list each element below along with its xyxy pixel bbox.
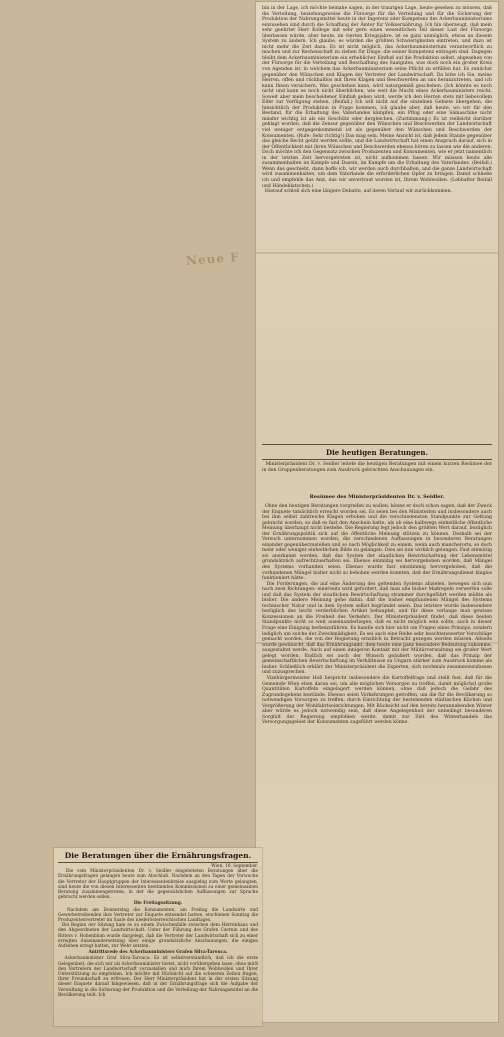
sub-heading: Die Freitagssitzung.: [133, 901, 183, 907]
sub-heading: Antrittsrede des Ackerbauministers Grafen Silva-Tarouca.: [88, 950, 228, 956]
faded-stamp: Neue F: [185, 250, 241, 268]
divider: [262, 459, 492, 460]
dateline: Wien, 10. September.: [211, 864, 258, 869]
right-newspaper-clipping: [256, 2, 498, 1022]
paragraph: Ministerpräsident Dr. v. Seidler leitete die heutigen Beratungen mit einem kurzen Resümee der in den Gruppenberatungen zum Ausdruck gebrachten Anschauungen ein.: [262, 462, 492, 473]
paragraph: Ohne den heutigen Beratungen vorgreifen zu wollen, könne er doch schon sagen, daß der Zweck der Enquete tatsächlich erreicht worden sei. Es seien bei den Ministerien und insbesondere auch bei ihm selbst zahlreiche Klagen erhoben und die verschiedensten Standpunkte zur Geltung gebracht worden, so daß es fast den Anschein hatte, als ob eine halbwegs einheitliche öffentliche Meinung überhaupt nicht bestehe. Die Regierung legt jedoch den größten Wert darauf, bezüglich der Ernährungspolitik sich auf die öffentliche Meinung stützen zu können. Deshalb sei der Versuch unternommen worden, die verschiedenen Auffassungen in besonderen Beratungen einander gegenüberzustellen und so nach Möglichkeit zu einem, wenn auch mancherorts, so doch mehr oder weniger einheitlichen Bilde zu gelangen. Dies sei nun wirklich gelungen. Fast einmütig sei anerkannt worden, daß das System der staatlichen Bewirtschaftung der Lebensmittel grundsätzlich aufrechtzuerhalten sei. Ebenso einmütig sei hervorgehoben worden, daß Mängel des Systems vorhanden seien. Ebenso wurde fast einstimmig hervorgehoben, daß die vorhandenen Mängel bisher nicht so behoben werden konnten, daß der Ernährungsdienst klaglos funktioniert hätte.: [262, 504, 493, 582]
section-heading: Die heutigen Beratungen.: [326, 448, 428, 457]
paragraph: Vizebürgermeister Hoß bespricht insbesondere die Kartoffelfrage und stellt fest, daß für die Gemeinde Wien eben daran sei, um alle möglichen Vorsorgen zu treffen, damit möglichst große Quantitäten Kartoffeln eingelagert werden können, ohne daß jedoch die Gefahr des Zugrundegehens bestünde. Ebenso seien Vorkehrungen getroffen, um die für die Bevölkerung so notwendigen Vorsorgen zu treffen, durch Einrichtung der bestehenden städtischen Küchen und Vergrößerung der Wohlfahrtseinrichtungen. Mit Rücksicht auf den bereits herannahenden Winter aber würde es jedoch notwendig sein, daß diese Angelegenheit der unbedingt besonderen Sorgfalt der Regierung empfohlen werde, damit zur Zeit des Winterhandels das Versorgungsgebiet der Konsumenten zugeführt werden könne.: [262, 675, 492, 726]
paragraph: bin in der Lage, ich möchte beinahe sagen, in der traurigen Lage, heute gesehen zu müssen, daß die Verteilung, beziehungsweise die Fürsorge für die Verteilung und für die Sicherung der Produktion der Nahrungsmittel heute in der Ingerenz oder Kompetenz des Ackerbauministeriums einzusehen sind durch die Schaffung der Ämter für Volksernährung. Ich bin überzeugt, daß mein sehr geehrter Herr Kollege mit sehr gern einen wesentlichen Teil dieser Last der Fürsorge überlassen würde, aber heute, im vierten Kriegsjahre, ist es ganz unmöglich, etwas an diesem System zu ändern. Ich glaube, es würden die größten Schwierigkeiten eintreten, und dazu ist nicht mehr die Zeit dazu. Es ist nicht möglich, das Ackerbauministerium verantwortlich zu machen und zur Rechenschaft zu ziehen für Dinge, die seiner Kompetenz entzogen sind. Dagegen bleibt dem Ackerbauministerium ein erheblicher Einfluß auf die Produktion selbst, abgesehen von der Fürsorge für die Verteilung und Beschaffung des Saatgutes, was doch noch ein großer Kreis von Agenden ist, in welchem das Ackerbauministerium seine Pflicht zu erfüllen hat. Es zunächst gegenüber den Wünschen und Klagen der Vertreter der Landwirtschaft. Da bitte ich Sie, meine Herren, offen und rückhaltlos mit Ihren Klagen und Beschwerden an uns heranzutreten, und ich kann Ihnen versichern: Was geschehen kann, wird naturgemäß geschehen. (Ich könnte es noch nicht und kann es noch nicht überblicken, wie weit die Macht eines Ackerbauministers reicht. Soweit aber mein bescheidener Einfluß gehen wird, werde ich den Herren stets mit liebevollem Eifer zur Verfügung stehen. (Beifall.) Ich will nicht auf die einzelnen Gebiete übergehen, die hinsichtlich der Produktion in Frage kommen, ich glaube aber, daß heute, wo wir für den Bestand, für die Erhaltung des Vaterlandes kämpfen, ein Pflug oder eine Sämaschine nicht minder wichtig ist als ein Geschütz oder dergleichen. (Zustimmung.) Es ist vielleicht darüber geklagt worden, daß die Zensur gegenüber den Wünschen und Beschwerden der Landwirtschaft viel weniger entgegenkommend ist als gegenüber den Wünschen und Beschwerden der Konsumenten. (Rufe: Sehr richtig!) Das mag sein. Meine Ansicht ist, daß jedem Stande gegenüber das gleiche Recht geübt werden sollte, und die Landwirtschaft hat einen Anspruch darauf, sich in der Öffentlichkeit mit ihren Wünschen und Beschwerden ebenso hören zu lassen wie die anderen. Doch möchte ich den Gegensatz zwischen Produzenten und Konsumenten, wie er jetzt namentlich in der letzten Zeit hervorgetreten ist, nicht aufkommen lassen. Wir müssen heute alle zusammenhalten im Kampfe und Dasein, im Kampfe um die Erhaltung des Vaterlandes. (Beifall.) Wenn das geschieht, dann hoffe ich, wir werden auch durchhalten, und die ganze Landwirtschaft wird zusammenhalten, um dem Vaterlande die erforderlichen Opfer zu bringen. Damit schließe ich und empfehle das Amt, das wir anvertraut worden ist, Ihrem Wohlwollen. (Lebhafter Beifall und Händeklatschen.): [262, 6, 492, 189]
paragraph: Nachdem am Donnerstag die Konsumenten, am Freitag die Landwirte und Gewerbetreibenden ihre Vertreter zur Enquete entsendet hatten, erschienen Sonntag die Produzentenvertreter im Saale des niederösterreichischen Landtages.: [58, 907, 258, 924]
intro-paragraph: [262, 462, 492, 473]
paragraph: Die Forderungen, die auf eine Änderung des geltenden Systems abzielen, bewegen sich nun nach zwei Richtungen: einerseits wird gefordert, daß man alle bisher Maßregeln verwerfen solle und daß das System der staatlichen Bewirtschaftung strammer durchgeführt werden müßte als bisher. Die andere Meinung gehe dahin, daß die bisher empfundenen Mängel des Systems technischer Natur und in dem System selbst begründet seien. Das letztere wurde insbesondere bezüglich des leicht verderblichen Artikel behauptet, und für diese verlange man gewisse Konzessionen an die Freiheit des Verkehrs. Der Ministerpräsident findet, daß diese beiden Standpunkte nicht so weit auseinanderliegen, daß es nicht möglich sein sollte, auch in dieser Frage eine Einigung herbeizuführen. Es handle sich hier nicht um Fragen eines Prinzips, sondern lediglich um solche der Zweckmäßigkeit. Es sei auch eine Reihe sehr beachtenswerter Vorschläge gemacht worden, die von der Regierung ernstlich in Betracht gezogen werden müssen. Allseits wurde gewünscht, daß das Ernährungsamt, dem heute eine ganz besondere Bedeutung zukomme, ausgestaltet werde. Auch auf einen innigeren Kontakt mit der Militärverwaltung sei großer Wert gelegt worden. Endlich sei auch der Wunsch geäußert worden, daß das Prinzip der gemeinschaftlichen Bewirtschaftung im Verhältnisse zu Ungarn stärker zum Ausdruck komme als bisher. Schließlich erklärt der Ministerpräsident die Experten, sich nochmals zusammenzufassen und zuzusprechen.: [262, 581, 493, 676]
left-article-body: [58, 864, 258, 998]
left-newspaper-clipping: [54, 848, 262, 1026]
paragraph: Hierauf schloß sich eine längere Debatte, auf deren Verlauf wir zurückkommen.: [264, 189, 452, 195]
paragraph: Ackerbauminister Graf Silva-Tarouca: Es ist selbstverständlich, daß ich die erste Gelegenheit, die sich mir als Ackerbauminister bietet, nicht vorübergehen lasse, ohne mich den Vertretern der Landwirtschaft vorzustellen und mich Ihrem Wohlwollen und Ihrer Unterstützung zu empfehlen. Ich möchte mit Rücksicht auf die schweren Zeiten fragen, Ihrer Freundschaft zu erfreuen. Der Herr Ministerpräsident hat in der ersten Sitzung dieser Enquete darauf hingewiesen, daß in der Ernährungsfrage sich die Aufgabe der Verwaltung in die Sicherung der Produktion und die Verteilung der Nahrungsmittel an die Bevölkerung teilt. Ich: [58, 956, 258, 998]
divider: [58, 862, 258, 863]
article-title: Die Beratungen über die Ernährungsfragen.: [64, 851, 252, 860]
paragraph: Bei Beginn der Sitzung kam es zu einem Zwischenfalle zwischen dem Herrenhaus und den Abgeordneten der Landwirtschaft. Unter der Führung des Grafen Czernin und des Ritters v. Hohenblum wurde dargelegt, daß die Vertreter der Landwirtschaft sich zu einer erregten Auseinandersetzung über einige grundsätzliche Anschauungen, die einigen Aufsehen erregt hatten, zur Wehr setzten.: [58, 923, 258, 950]
article-continuation: [262, 6, 492, 195]
resume-text: [262, 504, 492, 726]
divider: [262, 444, 492, 445]
paragraph: Die vom Ministerpräsidenten Dr. v. Seidler eingeleiteten Beratungen über die Ernährungsfragen gelangen heute zum Abschluß. Nachdem an den Tagen der Vorwoche die Vertreter der Hauptgruppen der Interessentenkreise ausgiebig zum Worte gelangten, sind heute die von diesen Interessenten bestimmten Kommissionen zu einer gemeinsamen Beratung zusammengetreten, in der die gegensätzlichen Auffassungen zur Sprache gebracht werden sollen.: [58, 869, 258, 901]
sub-heading: Resümee des Ministerpräsidenten Dr. v. Seidler.: [309, 494, 445, 500]
fold-line: [256, 252, 498, 254]
